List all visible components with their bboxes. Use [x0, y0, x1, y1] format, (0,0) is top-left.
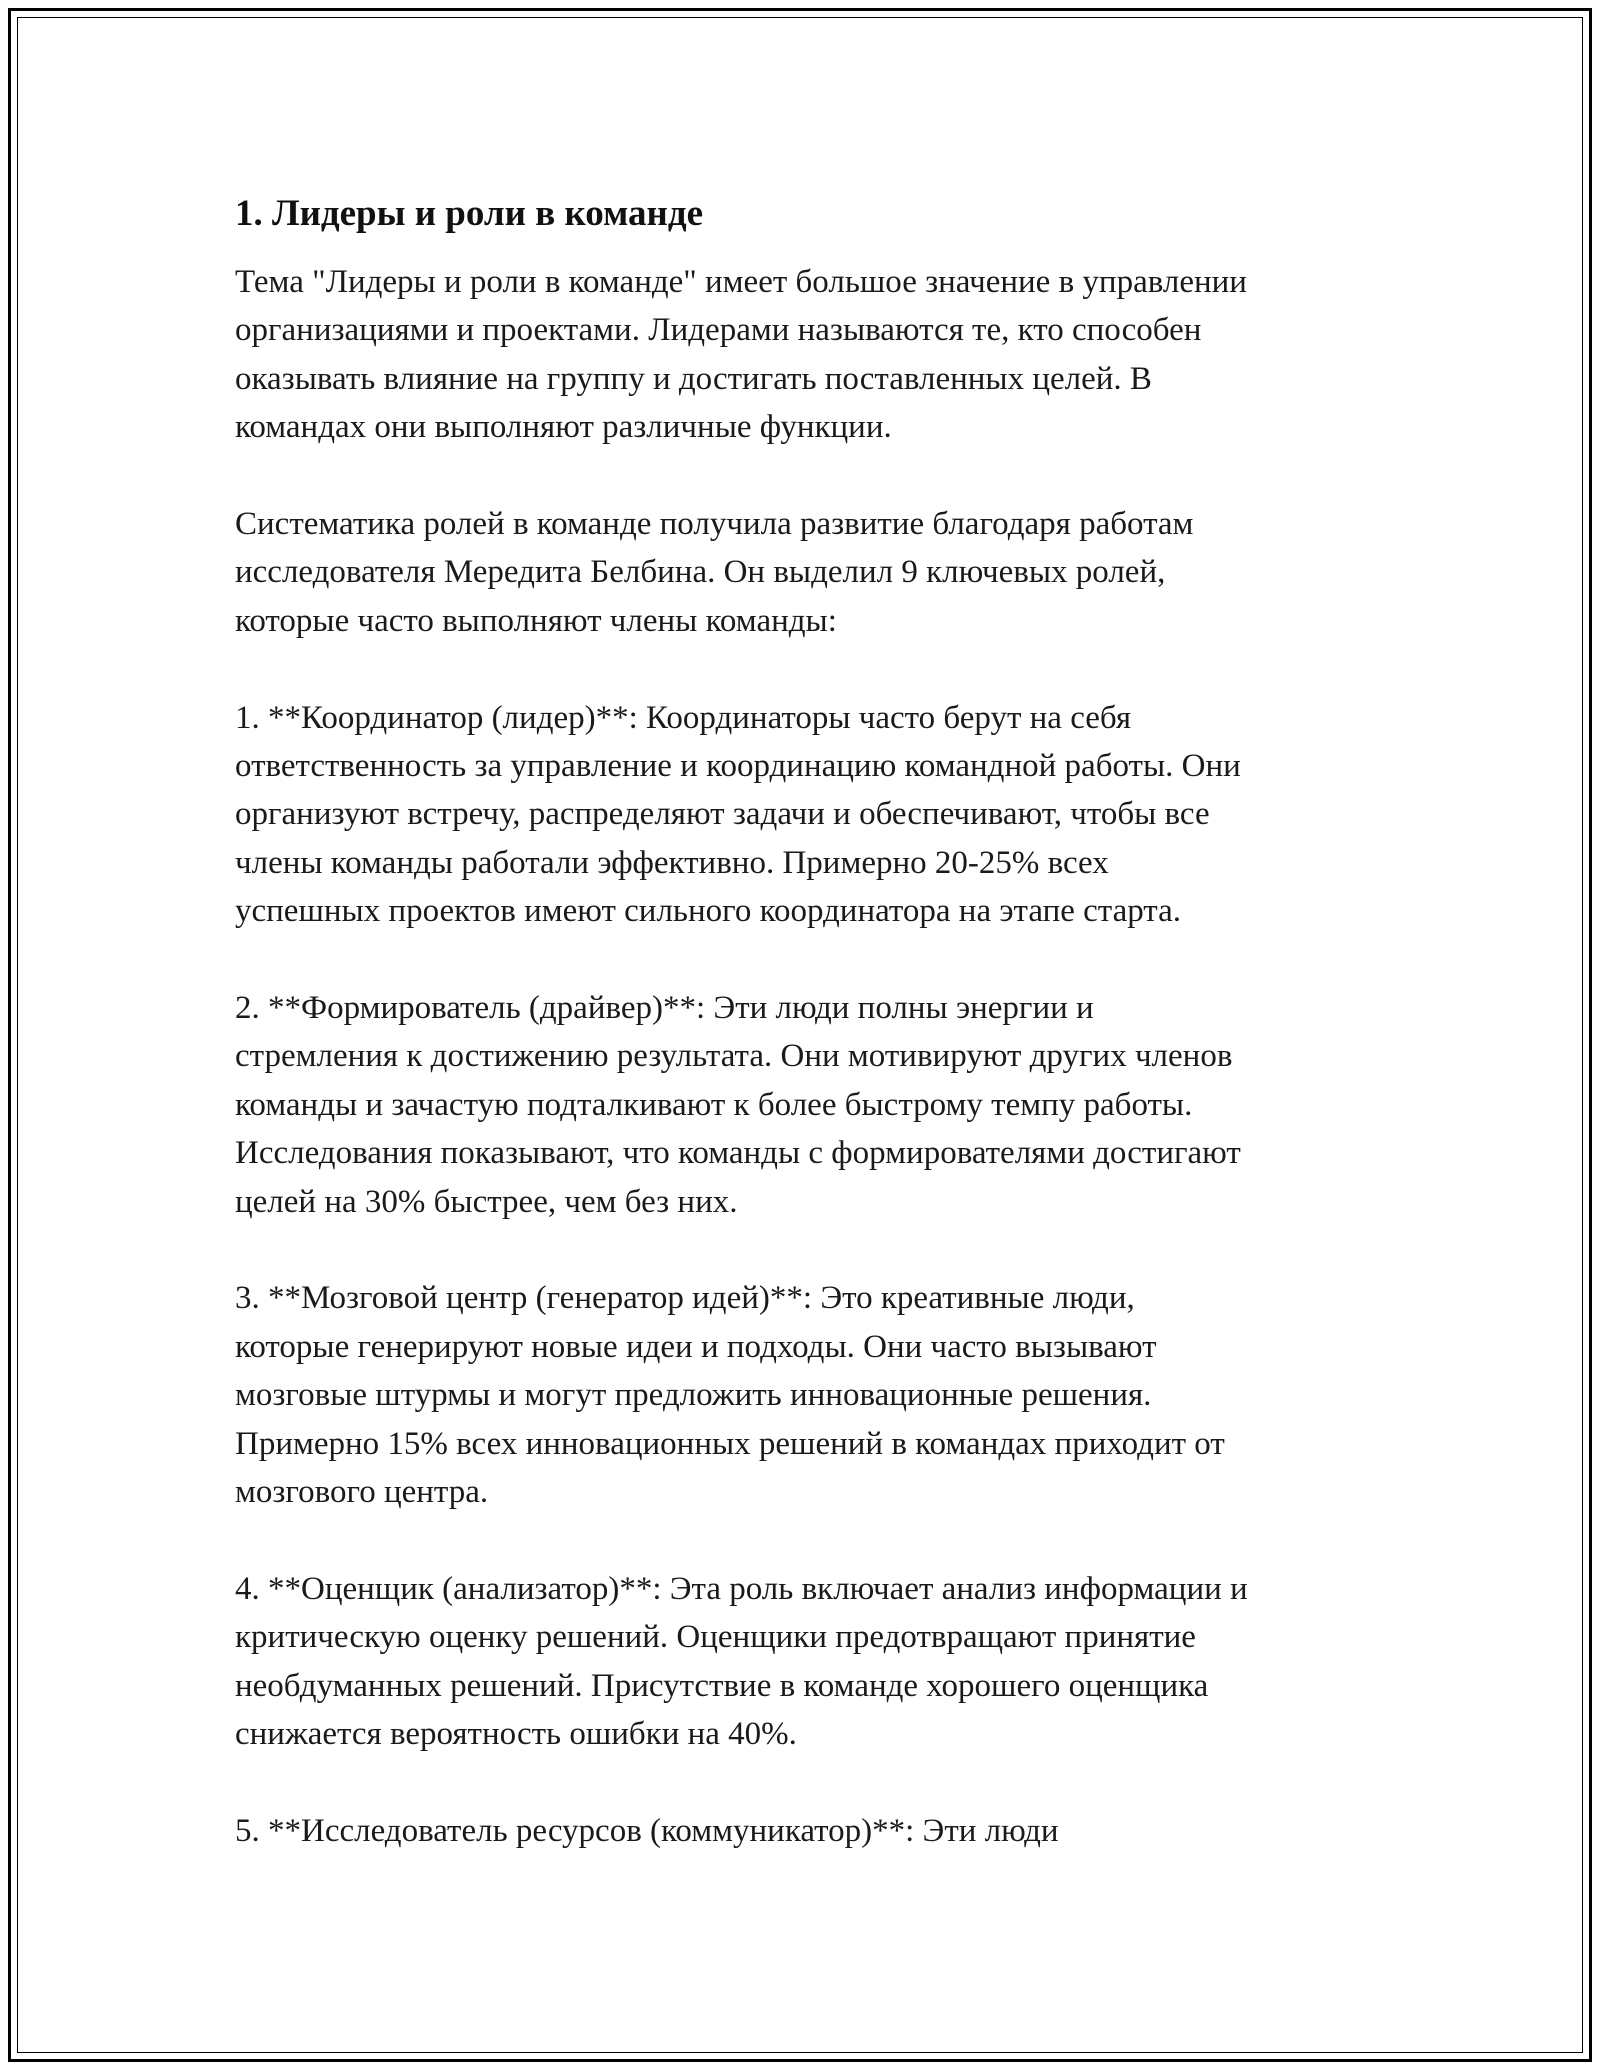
paragraph-intro: Тема "Лидеры и роли в команде" имеет большое значение в управлении организациями и проектами. Лидерами называются те, кто способен оказывать влияние на группу и достигать поставленных целей. В командах они выполняют различные функции.	[235, 264, 1247, 446]
paragraph-role-evaluator: 4. **Оценщик (анализатор)**: Эта роль включает анализ информации и критическую оценку решений. Оценщики предотвращают принятие необдуманных решений. Присутствие в команде хорошего оценщика снижается вероятность ошибки на 40%.	[235, 1570, 1248, 1753]
paragraph-role-resource-investigator: 5. **Исследователь ресурсов (коммуникатор)**: Эти люди	[235, 1812, 1059, 1849]
paragraph-belbin: Систематика ролей в команде получила развитие благодаря работам исследователя Мередита Белбина. Он выделил 9 ключевых ролей, которые часто выполняют члены команды:	[235, 506, 1194, 639]
document-body	[235, 186, 1385, 1855]
paragraph-role-shaper: 2. **Формирователь (драйвер)**: Эти люди полны энергии и стремления к достижению результата. Они мотивируют других членов команды и зачастую подталкивают к более быстрому темпу работы. Исследования показывают, что команды с формирователями достигают целей на 30% быстрее, чем без них.	[235, 990, 1241, 1220]
paragraph-role-plant: 3. **Мозговой центр (генератор идей)**: Это креативные люди, которые генерируют новые идеи и подходы. Они часто вызывают мозговые штурмы и могут предложить инновационные решения. Примерно 15% всех инновационных решений в командах приходит от мозгового центра.	[235, 1280, 1225, 1511]
document-heading: 1. Лидеры и роли в команде	[235, 193, 703, 234]
paragraph-role-coordinator: 1. **Координатор (лидер)**: Координаторы часто берут на себя ответственность за управление и координацию командной работы. Они организуют встречу, распределяют задачи и обеспечивают, чтобы все члены команды работали эффективно. Примерно 20-25% всех успешных проектов имеют сильного координатора на этапе старта.	[235, 699, 1241, 930]
